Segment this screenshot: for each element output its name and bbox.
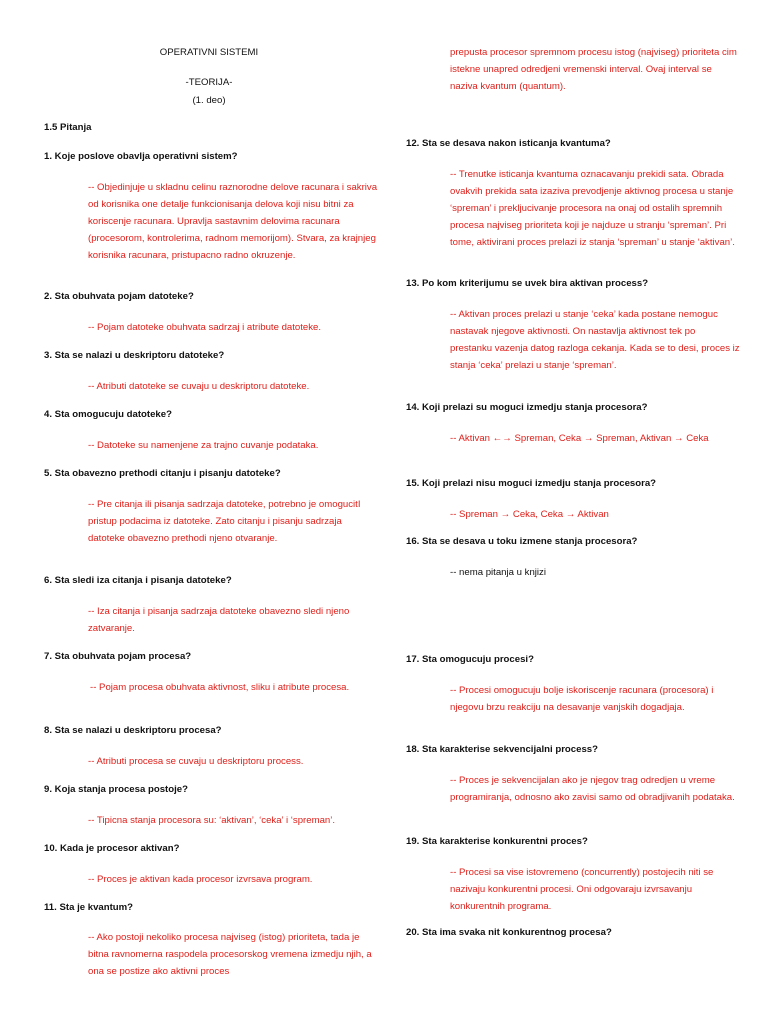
answer-10: -- Proces je aktivan kada procesor izvrsava program. [88,874,313,885]
answer-13: -- Aktivan proces prelazi u stanje ‘ceka’ kada postane nemoguc nastavak njegove aktivnosti. On nastavlja aktivnost tek po prestanku vazenja datog razloga cekanja. Kada se to desi, proces iz stanja ‘ceka’ prelazi u stanje ‘spreman’. [450,309,740,371]
answer-7: -- Pojam procesa obuhvata aktivnost, sliku i atribute procesa. [90,682,350,693]
question-2: 2. Sta obuhvata pojam datoteke? [44,291,194,302]
question-3: 3. Sta se nalazi u deskriptoru datoteke? [44,350,225,361]
question-5: 5. Sta obavezno prethodi citanju i pisanju datoteke? [44,468,281,479]
question-10: 10. Kada je procesor aktivan? [44,843,180,854]
answer-17: -- Procesi omogucuju bolje iskoriscenje racunara (procesora) i njegovu brzu reakciju na desavanje vanjskih dogadjaja. [450,685,714,713]
question-8: 8. Sta se nalazi u deskriptoru procesa? [44,725,222,736]
question-12: 12. Sta se desava nakon isticanja kvantuma? [406,138,611,149]
question-17: 17. Sta omogucuju procesi? [406,654,534,665]
question-9: 9. Koja stanja procesa postoje? [44,784,188,795]
question-18: 18. Sta karakterise sekvencijalni process? [406,744,598,755]
answer-4: -- Datoteke su namenjene za trajno cuvanje podataka. [88,440,319,451]
answer-11-continued: prepusta procesor spremnom procesu istog (najviseg) prioriteta cim istekne unapred odredjeni vremenski interval. Ovaj interval se naziva kvantum (quantum). [450,47,737,92]
question-11: 11. Sta je kvantum? [44,902,134,913]
answer-15: -- Spreman → Ceka, Ceka → Aktivan [450,509,609,520]
answer-1: -- Objedinjuje u skladnu celinu raznorodne delove racunara i sakriva od korisnika one detalje funkcionisanja delova koji nisu bitni za koriscenje racunara. Upravlja sastavnim delovima racunara (procesorom, kontrolerima, radnom memorijom). Stvara, za krajnjeg korisnika racunara, pristupacno radno okruzenje. [88,182,378,261]
question-6: 6. Sta sledi iza citanja i pisanja datoteke? [44,575,232,586]
question-20: 20. Sta ima svaka nit konkurentnog procesa? [406,927,612,938]
question-7: 7. Sta obuhvata pojam procesa? [44,651,192,662]
answer-11: -- Ako postoji nekoliko procesa najviseg (istog) prioriteta, tada je bitna ravnomerna raspodela procesorskog vremena izmedju njih, a ona se postize ako aktivni proces [88,932,372,977]
question-19: 19. Sta karakterise konkurentni proces? [406,836,588,847]
question-1: 1. Koje poslove obavlja operativni sistem? [44,151,238,162]
answer-5: -- Pre citanja ili pisanja sadrzaja datoteke, potrebno je omogucitI pristup podacima iz datoteke. Zato citanju i pisanju sadrzaja datoteke obavezno prethodi njeno otvaranje. [88,499,361,544]
answer-6: -- Iza citanja i pisanja sadrzaja datoteke obavezno sledi njeno zatvaranje. [88,606,350,634]
question-14: 14. Koji prelazi su moguci izmedju stanja procesora? [406,402,648,413]
answer-19: -- Procesi sa vise istovremeno (concurrently) postojecih niti se nazivaju konkurentni procesi. Oni odgovaraju izvrsavanju konkurentnih programa. [450,867,714,912]
question-13: 13. Po kom kriterijumu se uvek bira aktivan process? [406,278,649,289]
section-heading: 1.5 Pitanja [44,122,92,133]
answer-8: -- Atributi procesa se cuvaju u deskriptoru process. [88,756,304,767]
answer-9: -- Tipicna stanja procesora su: ‘aktivan’, ‘ceka’ i ‘spreman’. [88,815,336,826]
answer-14: -- Aktivan ←→ Spreman, Ceka → Spreman, Aktivan → Ceka [450,433,709,444]
answer-2: -- Pojam datoteke obuhvata sadrzaj i atribute datoteke. [88,322,322,333]
document-title: OPERATIVNI SISTEMI [159,47,259,58]
document-part: (1. deo) [192,95,226,106]
answer-3: -- Atributi datoteke se cuvaju u deskriptoru datoteke. [88,381,310,392]
question-16: 16. Sta se desava u toku izmene stanja procesora? [406,536,638,547]
answer-12: -- Trenutke isticanja kvantuma oznacavanju prekidi sata. Obrada ovakvih prekida sata izaziva prevodjenje aktivnog procesa u stanje ‘spreman’ i prekljucivanje procesora na onaj od ostalih spremnih procesa najviseg prioriteta koji je najduze u stranju ‘spreman’. Pri tome, aktivirani proces prelazi iz stanja ‘spreman’ u stanje ‘aktivan’. [450,169,735,248]
question-15: 15. Koji prelazi nisu moguci izmedju stanja procesora? [406,478,657,489]
answer-16: -- nema pitanja u knjizi [450,567,546,578]
answer-18: -- Proces je sekvencijalan ako je njegov trag odredjen u vreme programiranja, odnosno ako zavisi samo od obradjivanih podataka. [450,775,735,803]
question-4: 4. Sta omogucuju datoteke? [44,409,172,420]
document-subtitle: -TEORIJA- [185,77,233,88]
